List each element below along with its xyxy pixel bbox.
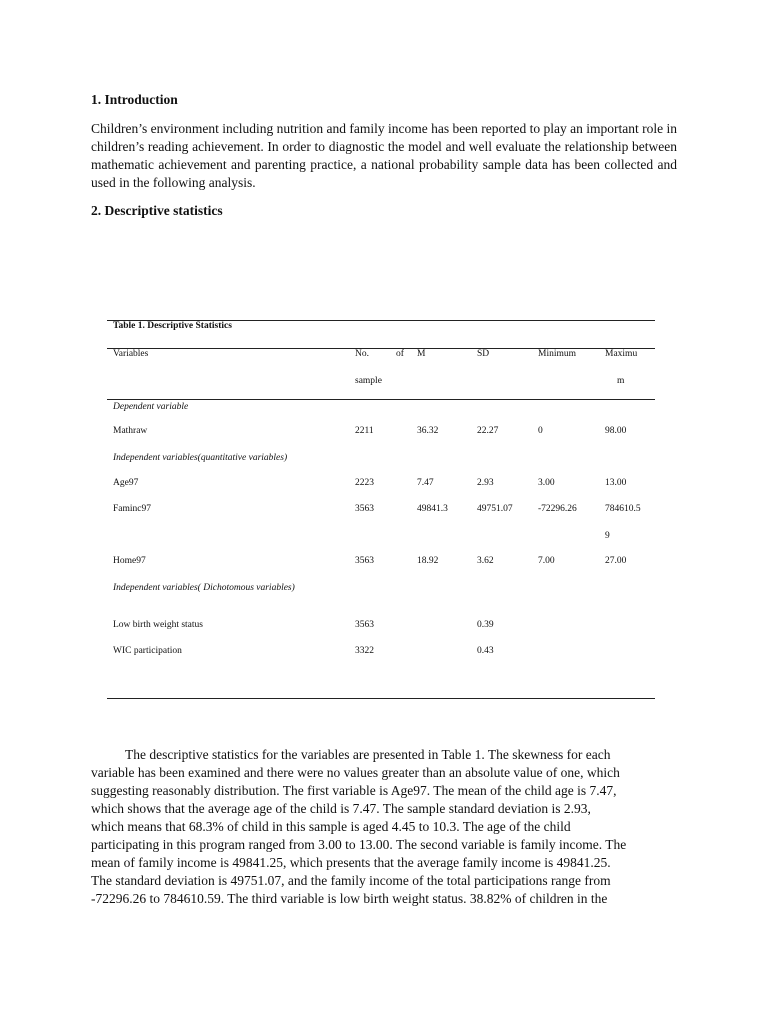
group-independent-dichotomous: Independent variables( Dichotomous variables) xyxy=(113,583,295,593)
body-line: mean of family income is 49841.25, which presents that the average family income is 49841.25. xyxy=(91,855,611,870)
table-body-rule xyxy=(107,399,655,400)
row-faminc97-name: Faminc97 xyxy=(113,504,151,514)
row-wic-sd: 0.43 xyxy=(477,646,494,656)
body-line: variable has been examined and there were no values greater than an absolute value of one, which xyxy=(91,765,620,780)
table-caption: Table 1. Descriptive Statistics xyxy=(113,321,232,331)
row-home97-m: 18.92 xyxy=(417,556,439,566)
header-maximum-cont: m xyxy=(617,376,625,386)
row-age97-n: 2223 xyxy=(355,478,374,488)
row-mathraw-sd: 22.27 xyxy=(477,426,499,436)
header-no: No. xyxy=(355,349,369,359)
row-home97-min: 7.00 xyxy=(538,556,555,566)
body-line: which shows that the average age of the child is 7.47. The sample standard deviation is 2.93, xyxy=(91,801,591,816)
row-wic-name: WIC participation xyxy=(113,646,182,656)
row-mathraw-n: 2211 xyxy=(355,426,374,436)
header-variables: Variables xyxy=(113,349,149,359)
row-faminc97-max: 784610.5 xyxy=(605,504,641,514)
header-of: of xyxy=(396,349,404,359)
row-lbw-sd: 0.39 xyxy=(477,620,494,630)
row-lbw-n: 3563 xyxy=(355,620,374,630)
header-sample: sample xyxy=(355,376,382,386)
header-minimum: Minimum xyxy=(538,349,577,359)
body-line: participating in this program ranged from 3.00 to 13.00. The second variable is family income. The xyxy=(91,837,627,852)
row-faminc97-m: 49841.3 xyxy=(417,504,448,514)
row-home97-sd: 3.62 xyxy=(477,556,494,566)
group-independent-quantitative: Independent variables(quantitative variables) xyxy=(113,453,288,463)
row-mathraw-min: 0 xyxy=(538,426,543,436)
header-sd: SD xyxy=(477,349,490,359)
table-bottom-rule xyxy=(107,698,655,699)
row-mathraw-name: Mathraw xyxy=(113,426,148,436)
introduction-paragraph: Children’s environment including nutrition and family income has been reported to play an important role in children’s reading achievement. In order to diagnostic the model and well evaluate the relationship between mathematic achievement and parenting practice, a national probability sample data has been collected and used in the following analysis. xyxy=(91,121,677,190)
body-line: which means that 68.3% of child in this sample is aged 4.45 to 10.3. The age of the child xyxy=(91,819,571,834)
row-lbw-name: Low birth weight status xyxy=(113,620,203,630)
row-mathraw-max: 98.00 xyxy=(605,426,627,436)
body-line: suggesting reasonably distribution. The first variable is Age97. The mean of the child age is 7.47, xyxy=(91,783,617,798)
group-dependent: Dependent variable xyxy=(113,402,189,412)
introduction-heading: 1. Introduction xyxy=(91,92,178,107)
body-line: -72296.26 to 784610.59. The third variable is low birth weight status. 38.82% of children in the xyxy=(91,891,608,906)
row-wic-n: 3322 xyxy=(355,646,374,656)
row-faminc97-n: 3563 xyxy=(355,504,374,514)
body-line: The descriptive statistics for the variables are presented in Table 1. The skewness for each xyxy=(125,747,611,762)
body-line: The standard deviation is 49751.07, and the family income of the total participations range from xyxy=(91,873,611,888)
row-faminc97-min: -72296.26 xyxy=(538,504,577,514)
row-home97-max: 27.00 xyxy=(605,556,627,566)
header-mean: M xyxy=(417,349,426,359)
descriptive-statistics-heading: 2. Descriptive statistics xyxy=(91,203,223,218)
row-faminc97-max-cont: 9 xyxy=(605,531,610,541)
row-faminc97-sd: 49751.07 xyxy=(477,504,513,514)
row-age97-sd: 2.93 xyxy=(477,478,494,488)
row-age97-m: 7.47 xyxy=(417,478,434,488)
row-age97-name: Age97 xyxy=(113,478,139,488)
header-maximum: Maximu xyxy=(605,349,638,359)
row-mathraw-m: 36.32 xyxy=(417,426,439,436)
descriptive-statistics-table xyxy=(107,320,655,700)
row-age97-max: 13.00 xyxy=(605,478,627,488)
row-home97-n: 3563 xyxy=(355,556,374,566)
row-age97-min: 3.00 xyxy=(538,478,555,488)
row-home97-name: Home97 xyxy=(113,556,146,566)
